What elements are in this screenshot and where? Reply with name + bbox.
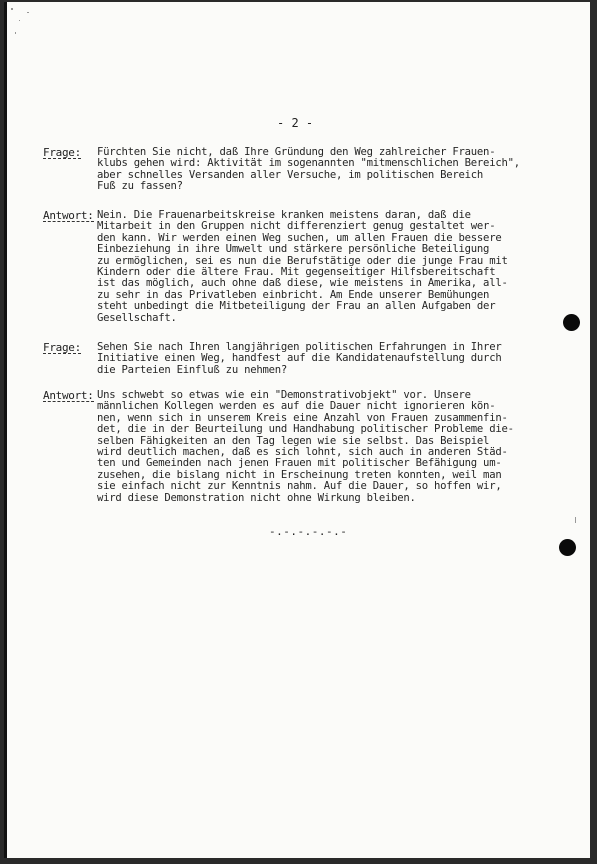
text-line: die Parteien Einfluß zu nehmen? xyxy=(97,363,287,376)
text-line: Fürchten Sie nicht, daß Ihre Gründung den Weg zahlreicher Frauen- xyxy=(97,146,496,158)
text-line: steht unbedingt die Mitbeteiligung der Frau an allen Aufgaben der xyxy=(97,300,496,313)
text-line: Kindern oder die ältere Frau. Mit gegenseitiger Hilfsbereitschaft xyxy=(97,266,496,279)
text-line: ten und Gemeinden nach jenen Frauen mit politischer Befähigung um- xyxy=(97,457,502,470)
text-line: det, die in der Beurteilung und Handhabung politischer Probleme die- xyxy=(97,423,514,436)
question-label: Frage: xyxy=(43,341,81,354)
text-line: selben Fähigkeiten an den Tag legen wie sie selbst. Das Beispiel xyxy=(97,434,490,447)
answer-2 xyxy=(43,390,573,504)
text-line: aber schnelles Versanden aller Versuche, im politischen Bereich xyxy=(97,168,484,181)
end-mark: -.-.-.-.-.- xyxy=(269,525,348,538)
text-line: Einbeziehung in ihre Umwelt und stärkere persönliche Beteiligung xyxy=(97,243,490,256)
text-line: nen, wenn sich in unserem Kreis eine Anzahl von Frauen zusammenfin- xyxy=(97,411,508,424)
punch-hole xyxy=(559,539,576,556)
text-line: Nein. Die Frauenarbeitskreise kranken meistens daran, daß die xyxy=(97,209,471,221)
question-1 xyxy=(43,147,573,193)
text-line: wird diese Demonstration nicht ohne Wirkung bleiben. xyxy=(97,491,416,504)
answer-label: Antwort: xyxy=(43,389,94,402)
text-line: ist das möglich, auch ohne daß diese, wie meistens in Amerika, all- xyxy=(97,277,508,290)
text-line: wird deutlich machen, daß es sich lohnt, sich auch in anderen Städ- xyxy=(97,446,508,459)
scan-speckle xyxy=(19,20,20,21)
text-line: zu ermöglichen, sei es nun die Berufstätige oder die junge Frau mit xyxy=(97,254,508,267)
text-line: Fuß zu fassen? xyxy=(97,180,183,193)
text-line: Uns schwebt so etwas wie ein "Demonstrativobjekt" vor. Unsere xyxy=(97,389,471,401)
punch-hole xyxy=(563,314,580,331)
text-line: zu sehr in das Privatleben einbricht. Am Ende unserer Bemühungen xyxy=(97,288,490,301)
text-line: Initiative einen Weg, handfest auf die Kandidatenaufstellung durch xyxy=(97,352,502,365)
text-line: zusehen, die bislang nicht in Erscheinung treten konnten, weil man xyxy=(97,468,502,481)
text-line: sie einfach nicht zur Kenntnis nahm. Auf die Dauer, so hoffen wir, xyxy=(97,480,502,493)
text-line: klubs gehen wird: Aktivität im sogenannten "mitmenschlichen Bereich", xyxy=(97,157,520,170)
answer-1 xyxy=(43,210,573,324)
document-page xyxy=(4,2,590,858)
scan-speckle xyxy=(27,12,29,13)
text-line: den kann. Wir werden einen Weg suchen, um allen Frauen die bessere xyxy=(97,231,502,244)
question-label: Frage: xyxy=(43,146,81,159)
text-line: männlichen Kollegen werden es auf die Dauer nicht ignorieren kön- xyxy=(97,400,496,413)
text-line: Sehen Sie nach Ihren langjährigen politischen Erfahrungen in Ihrer xyxy=(97,341,502,353)
text-line: Mitarbeit in den Gruppen nicht differenziert genug gestaltet wer- xyxy=(97,220,496,233)
text-line: Gesellschaft. xyxy=(97,311,177,324)
page-number: - 2 - xyxy=(277,116,314,130)
answer-label: Antwort: xyxy=(43,209,94,222)
scan-speckle xyxy=(11,8,13,10)
scan-mark xyxy=(575,517,576,523)
scan-speckle xyxy=(15,32,16,34)
question-2 xyxy=(43,342,573,376)
